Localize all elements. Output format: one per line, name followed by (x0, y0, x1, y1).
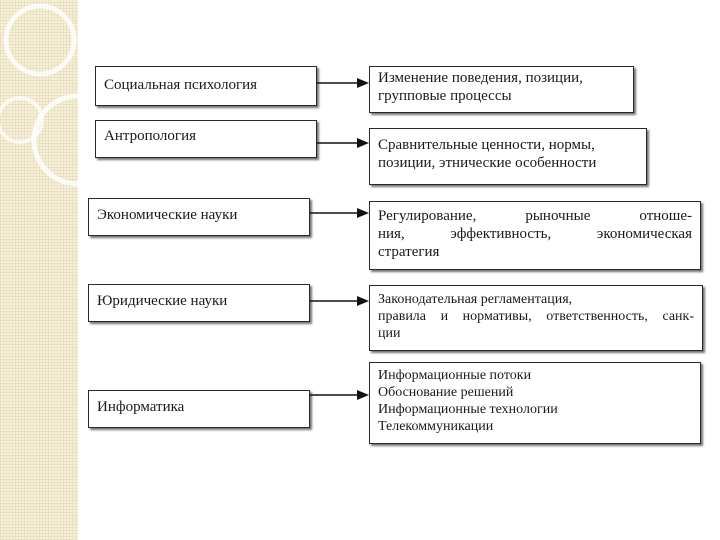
target-line: ния, эффективность, экономическая (378, 226, 692, 242)
target-line: позиции, этнические особенности (378, 155, 597, 171)
source-box-law (88, 284, 310, 322)
source-label: Юридические науки (97, 293, 228, 309)
source-box-anthropology (95, 120, 317, 158)
target-line: Информационные потоки (378, 368, 532, 383)
target-line: Регулирование, рыночные отноше- (378, 208, 692, 224)
target-box-5 (369, 362, 701, 444)
target-line: Изменение поведения, позиции, (378, 70, 583, 86)
arrow-3 (310, 206, 369, 220)
target-line: групповые процессы (378, 88, 512, 104)
target-line: Обоснование решений (378, 385, 514, 400)
target-line: Телекоммуникации (378, 419, 494, 434)
source-box-informatics (88, 390, 310, 428)
arrow-1 (317, 76, 369, 90)
target-line: Законодательная регламентация, (378, 292, 573, 307)
decorative-side-band (0, 0, 78, 540)
target-line: ции (378, 326, 401, 341)
source-label: Антропология (104, 128, 196, 144)
target-box-1 (369, 66, 634, 113)
arrow-2 (317, 136, 369, 150)
source-box-social-psychology (95, 66, 317, 106)
target-box-4 (369, 285, 703, 351)
target-line: правила и нормативы, ответственность, санк- (378, 309, 694, 324)
source-label: Информатика (97, 399, 185, 415)
arrow-4 (310, 294, 369, 308)
source-label: Экономические науки (97, 207, 238, 223)
target-line: Сравнительные ценности, нормы, (378, 137, 595, 153)
arrow-5 (310, 388, 369, 402)
decorative-circles-ornament (0, 0, 78, 540)
source-box-economics (88, 198, 310, 236)
target-box-3 (369, 201, 701, 270)
target-line: стратегия (378, 244, 440, 260)
target-box-2 (369, 128, 647, 185)
source-label: Социальная психология (104, 77, 258, 93)
target-line: Информационные технологии (378, 402, 558, 417)
